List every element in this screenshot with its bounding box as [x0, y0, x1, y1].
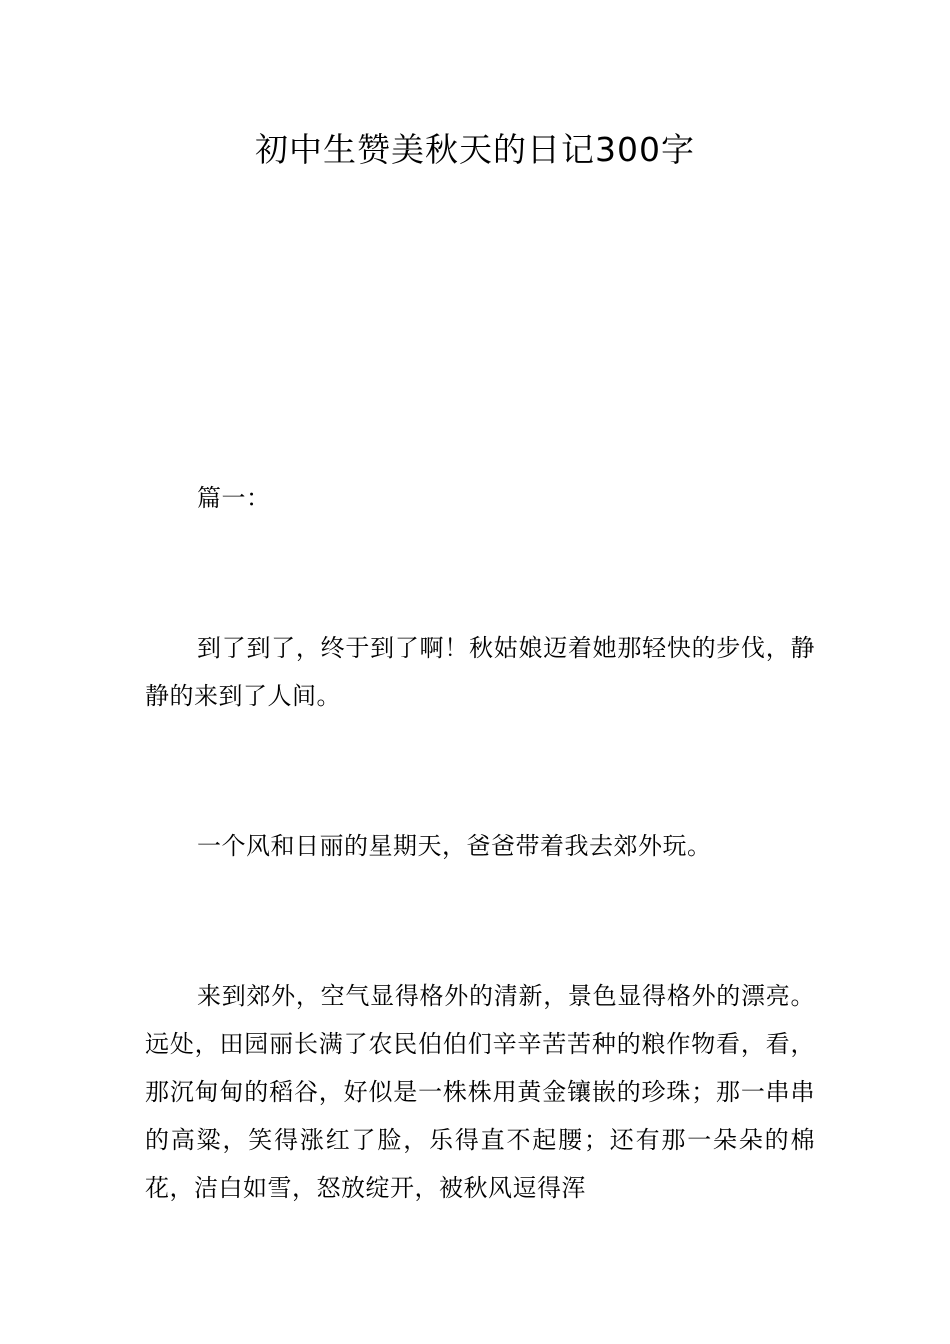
- body-paragraph: 一个风和日丽的星期天，爸爸带着我去郊外玩。: [197, 832, 712, 860]
- section-heading: 篇一：: [197, 484, 271, 512]
- document-title: 初中生赞美秋天的日记300字: [255, 130, 695, 169]
- body-paragraph: 来到郊外，空气显得格外的清新，景色显得格外的漂亮。远处，田园丽长满了农民伯伯们辛辛苦苦种的粮作物看，看，那沉甸甸的稻谷，好似是一株株用黄金镶嵌的珍珠；那一串串的高粱，笑得涨红了脸，乐得直不起腰；还有那一朵朵的棉花，洁白如雪，怒放绽开，被秋风逗得浑: [145, 982, 815, 1202]
- body-paragraph: 到了到了，终于到了啊！秋姑娘迈着她那轻快的步伐，静静的来到了人间。: [145, 634, 815, 710]
